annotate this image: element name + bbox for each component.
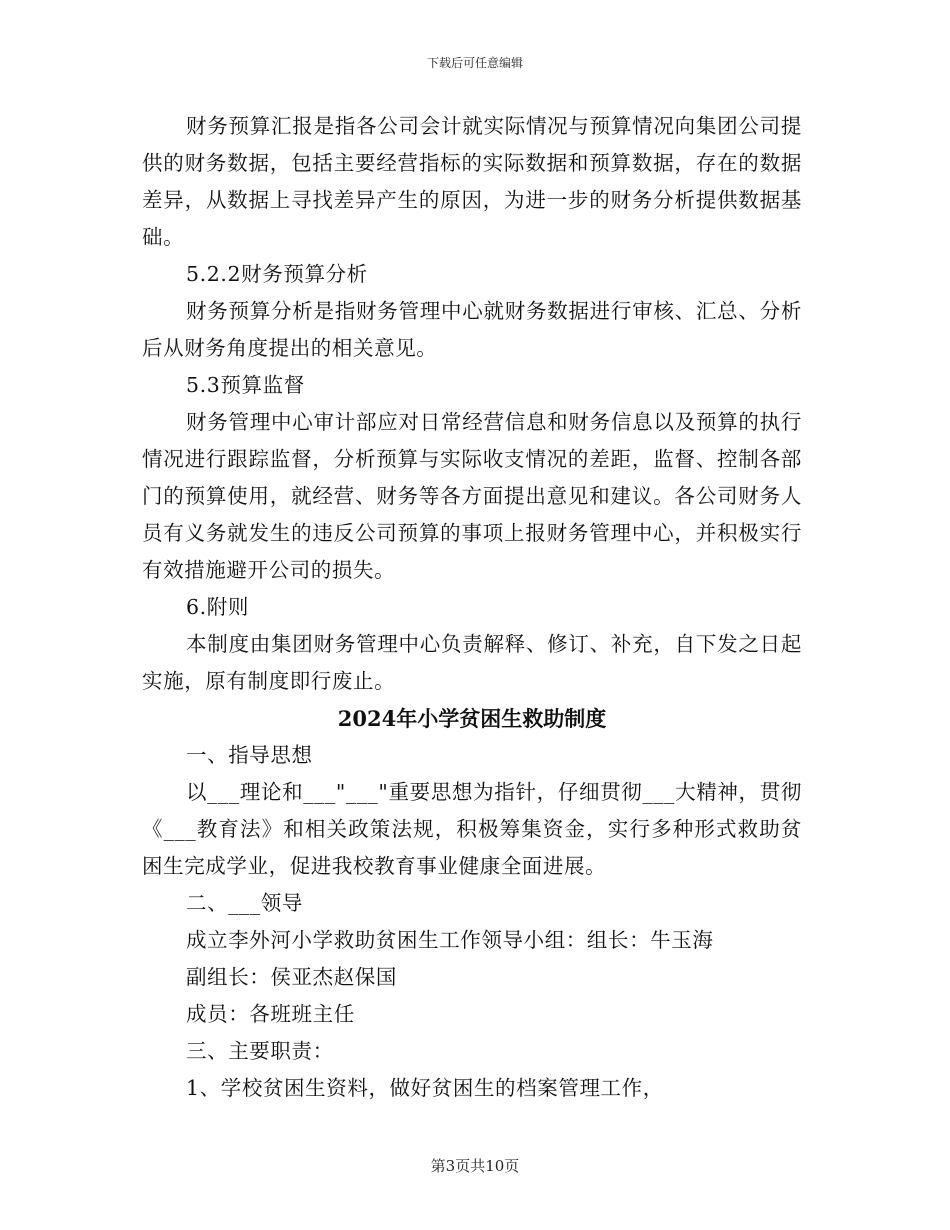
paragraph-deputy-leaders: 副组长：侯亚杰赵保国 <box>186 965 397 989</box>
paragraph-appendix: 本制度由集团财务管理中心负责解释、修订、补充，自下发之日起实施，原有制度即行废止。 <box>142 632 802 693</box>
heading-5-3: 5.3预算监督 <box>186 373 305 397</box>
heading-5-2-2: 5.2.2财务预算分析 <box>186 262 368 286</box>
heading-leadership: 二、___领导 <box>186 891 303 915</box>
page-header: 下载后可任意编辑 <box>426 56 523 70</box>
paragraph-leader-group: 成立李外河小学救助贫困生工作领导小组：组长：牛玉海 <box>186 928 714 952</box>
heading-6: 6.附则 <box>186 595 249 619</box>
paragraph-members: 成员：各班班主任 <box>186 1002 355 1026</box>
paragraph-guiding-ideology: 以___理论和___"___"重要思想为指针，仔细贯彻___大精神，贯彻《___教育法》和相关政策法规，积极筹集资金，实行多种形式救助贫困生完成学业，促进我校教育事业健康全面进展。 <box>142 780 802 878</box>
page-footer: 第3页共10页 <box>430 1157 520 1175</box>
paragraph-budget-report: 财务预算汇报是指各公司会计就实际情况与预算情况向集团公司提供的财务数据，包括主要经营指标的实际数据和预算数据，存在的数据差异，从数据上寻找差异产生的原因，为进一步的财务分析提供数据基础。 <box>142 114 802 249</box>
paragraph-budget-supervision: 财务管理中心审计部应对日常经营信息和财务信息以及预算的执行情况进行跟踪监督，分析预算与实际收支情况的差距，监督、控制各部门的预算使用，就经营、财务等各方面提出意见和建议。各公司财务人员有义务就发生的违反公司预算的事项上报财务管理中心，并积极实行有效措施避开公司的损失。 <box>142 410 802 582</box>
paragraph-duty-1: 1、学校贫困生资料，做好贫困生的档案管理工作， <box>186 1076 664 1100</box>
heading-guiding-ideology: 一、指导思想 <box>186 743 313 767</box>
heading-main-duties: 三、主要职责： <box>186 1039 334 1063</box>
paragraph-budget-analysis: 财务预算分析是指财务管理中心就财务数据进行审核、汇总、分析后从财务角度提出的相关意见。 <box>142 299 802 360</box>
document-body <box>142 108 802 1107</box>
section-title: 2024年小学贫困生救助制度 <box>337 706 607 731</box>
